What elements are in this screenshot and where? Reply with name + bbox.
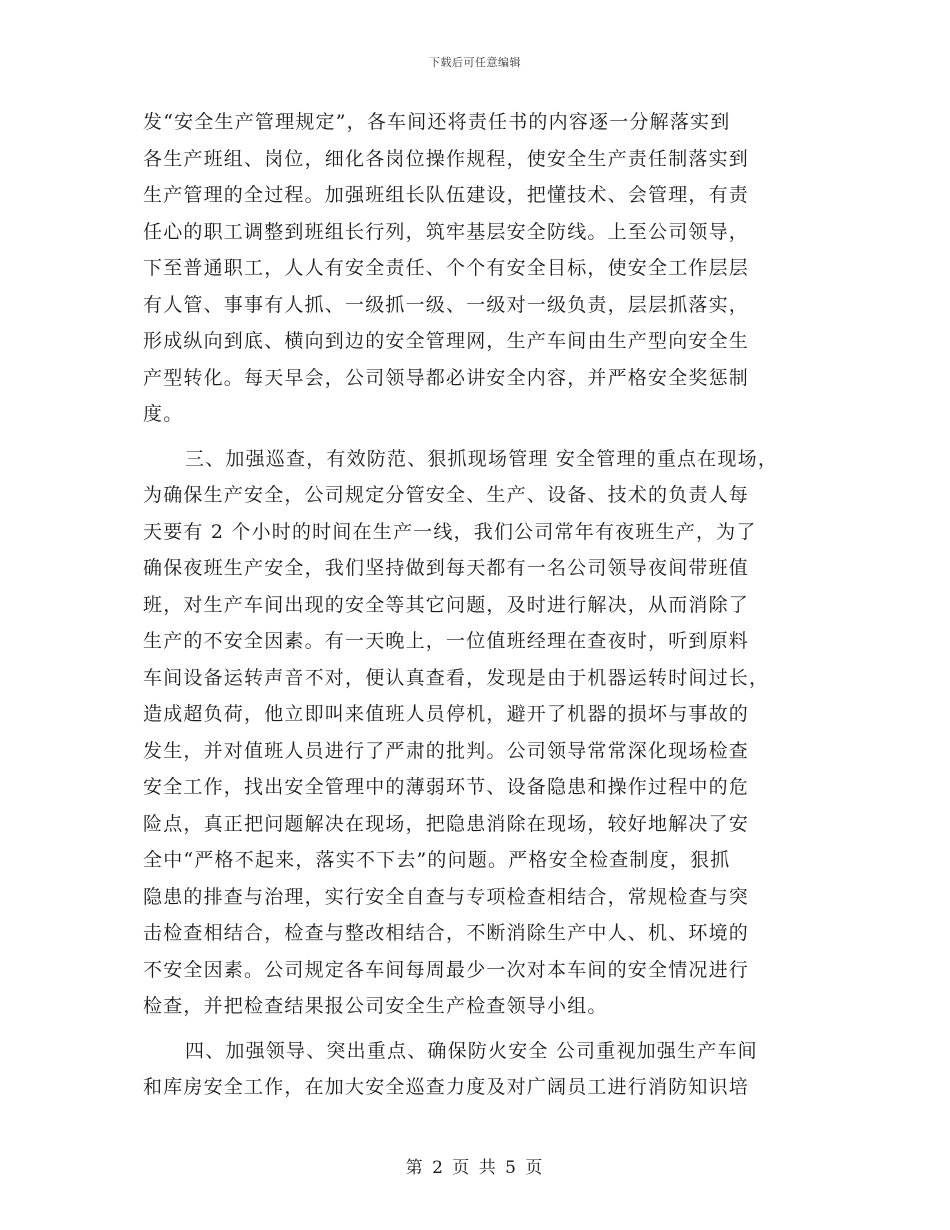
body-line: 生产管理的全过程。加强班组长队伍建设，把懂技术、会管理，有责 bbox=[143, 184, 750, 206]
body-line: 各生产班组、岗位，细化各岗位操作规程，使安全生产责任制落实到 bbox=[143, 147, 750, 170]
body-line: 天要有 2 个小时的时间在生产一线，我们公司常年有夜班生产，为了 bbox=[143, 520, 757, 543]
section-four-heading-line: 四、加强领导、突出重点、确保防火安全 公司重视加强生产车间 bbox=[185, 1039, 758, 1062]
body-line: 班，对生产车间出现的安全等其它问题，及时进行解决，从而消除了 bbox=[143, 593, 750, 616]
body-line: 全中“严格不起来，落实不下去”的问题。严格安全检查制度，狠抓 bbox=[143, 849, 731, 871]
body-line: 隐患的排查与治理，实行安全自查与专项检查相结合，常规检查与突 bbox=[143, 885, 750, 908]
page-header-note: 下载后可任意编辑 bbox=[429, 56, 521, 69]
page-number: 第 2 页 共 5 页 bbox=[405, 1158, 545, 1178]
body-line: 下至普通职工，人人有安全责任、个个有安全目标，使安全工作层层 bbox=[143, 257, 750, 279]
body-line: 形成纵向到底、横向到边的安全管理网，生产车间由生产型向安全生 bbox=[143, 330, 750, 352]
body-line: 和库房安全工作，在加大安全巡查力度及对广阔员工进行消防知识培 bbox=[143, 1076, 750, 1098]
body-line: 不安全因素。公司规定各车间每周最少一次对本车间的安全情况进行 bbox=[143, 958, 750, 981]
body-line: 险点，真正把问题解决在现场，把隐患消除在现场，较好地解决了安 bbox=[143, 812, 750, 835]
body-line: 确保夜班生产安全，我们坚持做到每天都有一名公司领导夜间带班值 bbox=[143, 557, 750, 579]
document-body bbox=[143, 104, 811, 1106]
body-line: 有人管、事事有人抓、一级抓一级、一级对一级负责，层层抓落实， bbox=[143, 293, 750, 316]
body-line: 检查，并把检查结果报公司安全生产检查领导小组。 bbox=[143, 995, 608, 1017]
body-line: 度。 bbox=[143, 403, 184, 425]
section-three-heading-line: 三、加强巡查，有效防范、狠抓现场管理 安全管理的重点在现场， bbox=[185, 447, 779, 470]
body-line: 击检查相结合，检查与整改相结合，不断消除生产中人、机、环境的 bbox=[143, 922, 750, 944]
body-line: 安全工作，找出安全管理中的薄弱环节、设备隐患和操作过程中的危 bbox=[143, 776, 750, 798]
body-line: 车间设备运转声音不对，便认真查看，发现是由于机器运转时间过长， bbox=[143, 666, 770, 689]
body-line: 为确保生产安全，公司规定分管安全、生产、设备、技术的负责人每 bbox=[143, 484, 750, 506]
body-line: 发“安全生产管理规定”，各车间还将责任书的内容逐一分解落实到 bbox=[143, 111, 731, 133]
body-line: 任心的职工调整到班组长行列，筑牢基层安全防线。上至公司领导， bbox=[143, 220, 750, 243]
body-line: 产型转化。每天早会，公司领导都必讲安全内容，并严格安全奖惩制 bbox=[143, 366, 750, 389]
body-line: 生产的不安全因素。有一天晚上，一位值班经理在查夜时，听到原料 bbox=[143, 630, 750, 652]
body-line: 造成超负荷，他立即叫来值班人员停机，避开了机器的损坏与事故的 bbox=[143, 703, 750, 725]
body-line: 发生，并对值班人员进行了严肃的批判。公司领导常常深化现场检查 bbox=[143, 739, 750, 762]
